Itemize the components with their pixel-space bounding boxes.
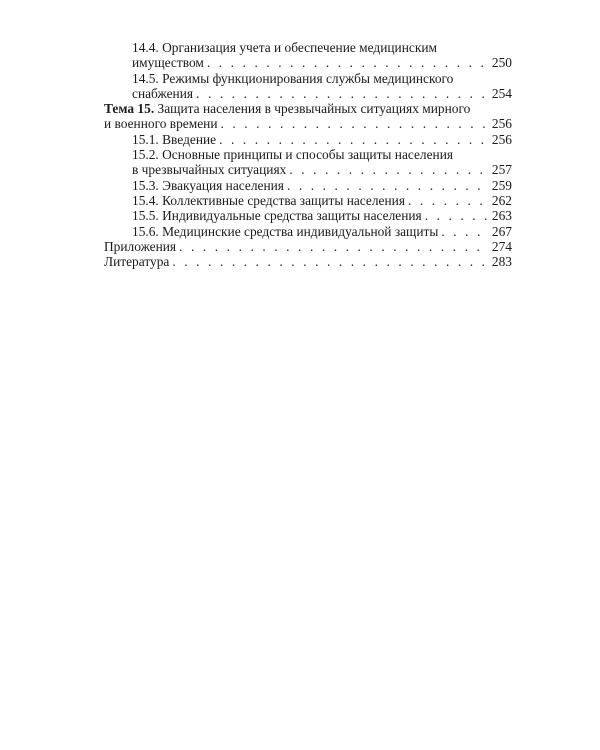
toc-page-number: 274 [491, 238, 512, 254]
toc-entry-title-line [132, 147, 512, 162]
toc-entry-references [104, 254, 512, 269]
toc-entry-last-line [132, 86, 512, 101]
toc-entry-title-cont: снабжения [132, 85, 194, 101]
toc-entry-15-3 [104, 178, 512, 193]
table-of-contents [104, 40, 512, 269]
toc-page-number: 259 [491, 177, 512, 193]
toc-entry-title: 15.1. Введение [132, 131, 217, 147]
toc-entry-last-line [132, 193, 512, 208]
toc-entry-last-line [104, 116, 512, 131]
toc-topic-label: Тема 15. [104, 101, 155, 117]
toc-entry-last-line [104, 254, 512, 269]
toc-entry-last-line [104, 239, 512, 254]
toc-entry-title: 14.4. Организация учета и обеспечение медицинским [132, 40, 437, 55]
toc-page-number: 263 [491, 208, 512, 224]
dot-leader [425, 208, 489, 223]
toc-entry-15-2 [104, 147, 512, 178]
toc-entry-15-5 [104, 208, 512, 223]
toc-entry-title: 15.6. Медицинские средства индивидуальной защиты [132, 223, 439, 239]
toc-page-number: 250 [491, 55, 512, 71]
toc-entry-title: Литература [104, 254, 170, 270]
toc-entry-title: 15.5. Индивидуальные средства защиты населения [132, 208, 422, 224]
toc-entry-last-line [132, 55, 512, 70]
dot-leader [289, 162, 489, 177]
toc-entry-last-line [132, 162, 512, 177]
dot-leader [441, 224, 489, 239]
toc-page-number: 267 [491, 223, 512, 239]
toc-entry-last-line [132, 208, 512, 223]
dot-leader [408, 193, 489, 208]
toc-entry-title-line [132, 40, 512, 55]
toc-entry-14-5 [104, 71, 512, 102]
toc-entry-title-cont: и военного времени [104, 116, 218, 132]
toc-entry-last-line [132, 178, 512, 193]
toc-entry-title: 15.4. Коллективные средства защиты населения [132, 192, 405, 208]
toc-page-number: 256 [491, 131, 512, 147]
toc-entry-topic-15 [104, 101, 512, 132]
dot-leader [221, 116, 489, 131]
toc-entry-last-line [132, 132, 512, 147]
dot-leader [219, 132, 489, 147]
toc-entry-title-line [132, 71, 512, 86]
toc-entry-title: Приложения [104, 238, 177, 254]
dot-leader [196, 86, 489, 101]
toc-entry-last-line [132, 224, 512, 239]
toc-page-number: 257 [491, 162, 512, 178]
dot-leader [172, 254, 489, 269]
toc-page-number: 254 [491, 85, 512, 101]
toc-entry-14-4 [104, 40, 512, 71]
toc-entry-15-4 [104, 193, 512, 208]
toc-entry-title: Защита населения в чрезвычайных ситуациях мирного [154, 101, 471, 117]
toc-entry-title: 15.2. Основные принципы и способы защиты населения [132, 147, 454, 163]
toc-entry-15-6 [104, 224, 512, 239]
toc-page-number: 283 [491, 254, 512, 270]
dot-leader [207, 55, 489, 70]
toc-entry-title-cont: имуществом [132, 55, 204, 71]
dot-leader [179, 239, 489, 254]
toc-entry-title-line [104, 101, 512, 116]
toc-entry-15-1 [104, 132, 512, 147]
toc-entry-title-cont: в чрезвычайных ситуациях [132, 162, 287, 178]
toc-page-number: 256 [491, 116, 512, 132]
toc-entry-appendices [104, 239, 512, 254]
toc-entry-title: 14.5. Режимы функционирования службы медицинского [132, 70, 454, 86]
toc-page-number: 262 [491, 192, 512, 208]
toc-entry-title: 15.3. Эвакуация населения [132, 177, 284, 193]
dot-leader [287, 178, 489, 193]
